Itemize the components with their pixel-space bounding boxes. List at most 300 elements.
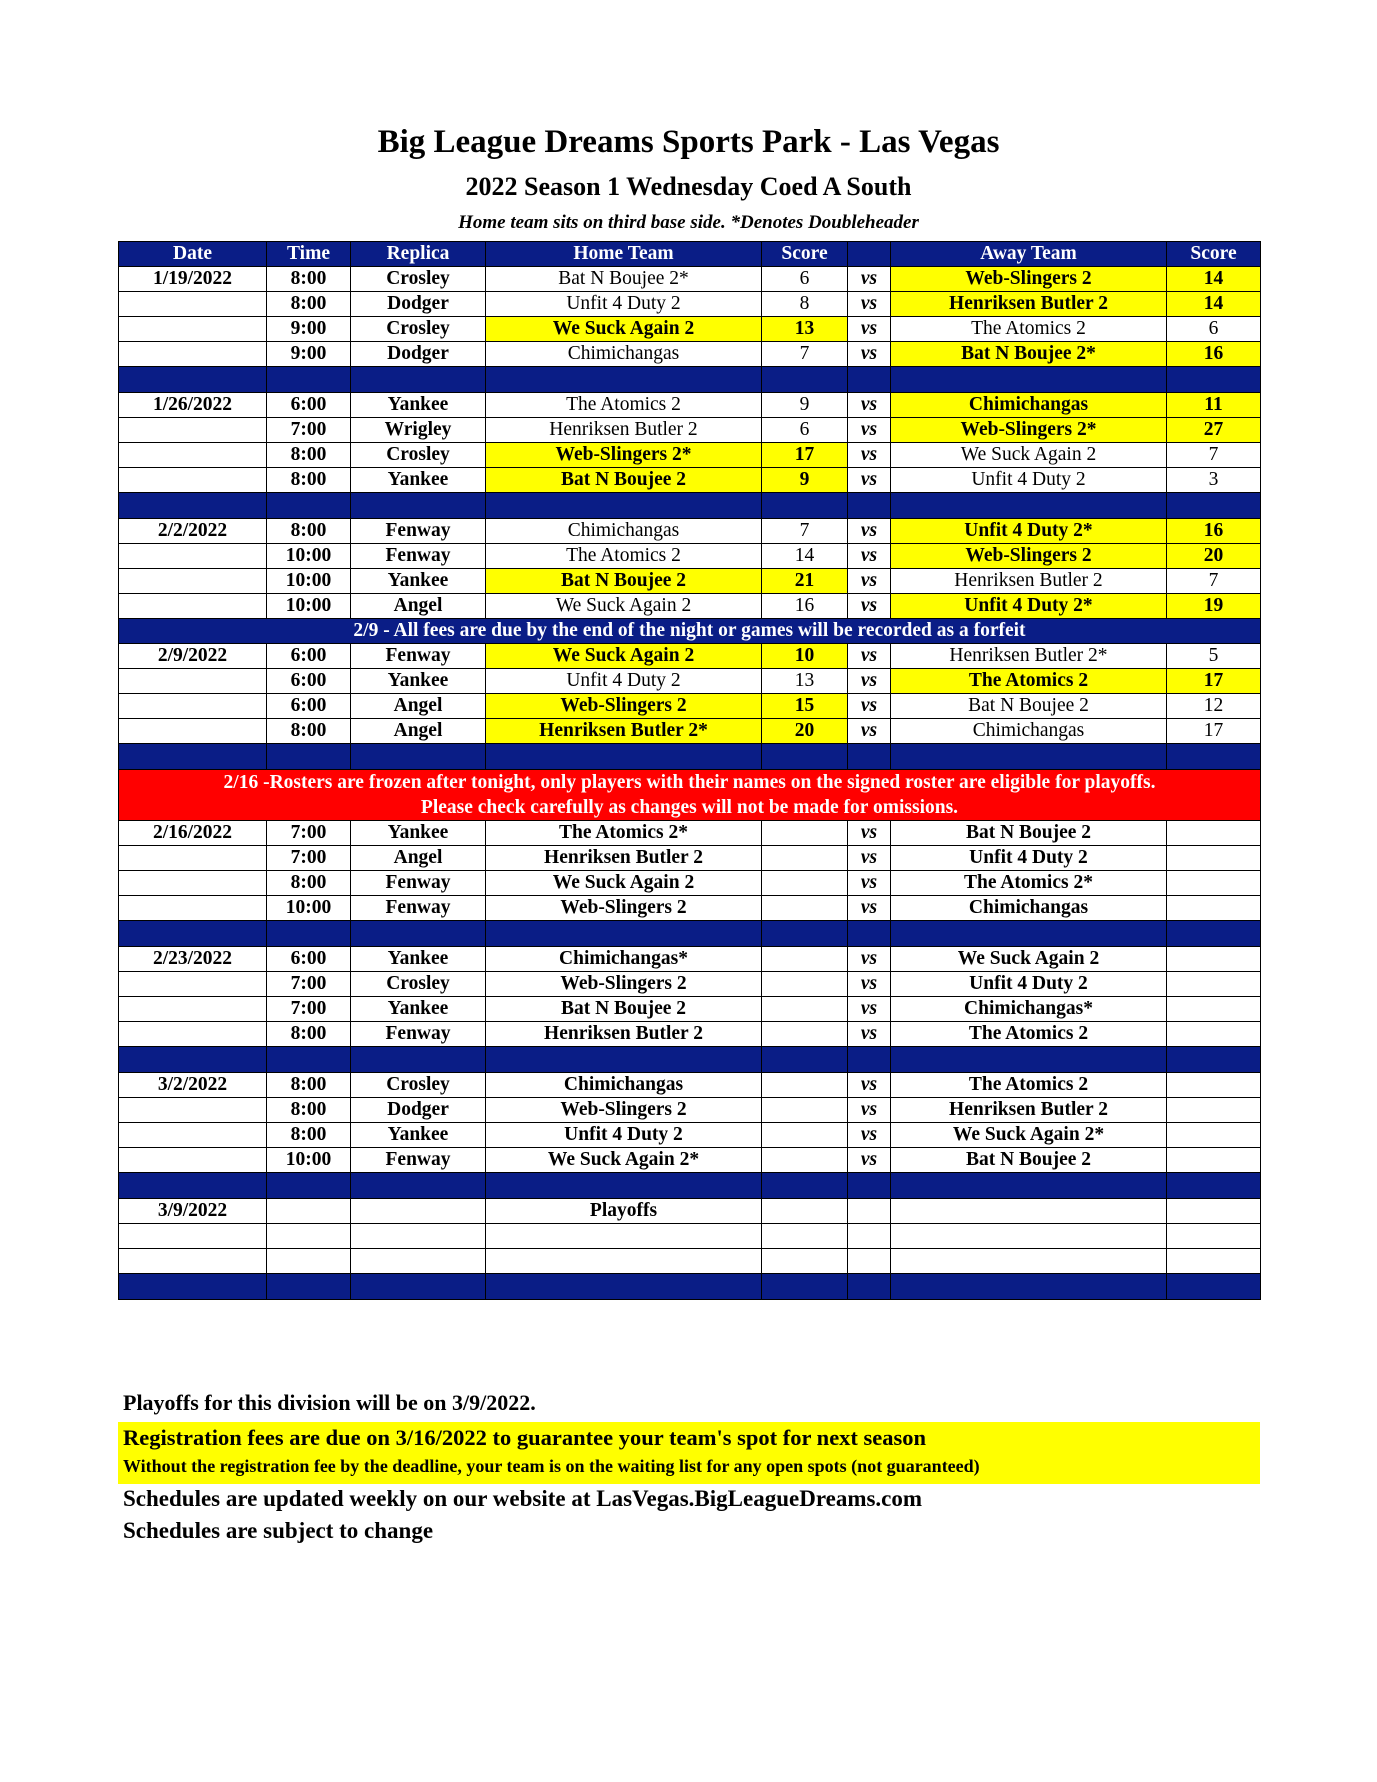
separator-cell xyxy=(848,921,891,947)
home-score: 21 xyxy=(762,569,848,594)
separator-cell xyxy=(119,921,267,947)
game-time: 8:00 xyxy=(267,468,351,493)
separator-cell xyxy=(891,1173,1167,1199)
home-team: The Atomics 2 xyxy=(486,393,762,418)
away-score xyxy=(1167,1148,1261,1173)
alert-row xyxy=(119,795,1261,821)
home-score xyxy=(762,972,848,997)
separator-cell xyxy=(351,1047,486,1073)
away-team xyxy=(891,1249,1167,1274)
home-score: 17 xyxy=(762,443,848,468)
notice-banner-text: 2/9 - All fees are due by the end of the night or games will be recorded as a forfeit xyxy=(119,619,1261,644)
away-team: Henriksen Butler 2 xyxy=(891,292,1167,317)
home-score xyxy=(762,1249,848,1274)
separator-cell xyxy=(1167,1047,1261,1073)
game-row xyxy=(119,418,1261,443)
game-field: Wrigley xyxy=(351,418,486,443)
home-score xyxy=(762,1224,848,1249)
home-team: Web-Slingers 2 xyxy=(486,694,762,719)
away-team: Web-Slingers 2* xyxy=(891,418,1167,443)
away-score: 17 xyxy=(1167,719,1261,744)
home-team: Bat N Boujee 2* xyxy=(486,267,762,292)
game-field: Angel xyxy=(351,846,486,871)
separator-cell xyxy=(762,493,848,519)
game-time: 8:00 xyxy=(267,719,351,744)
game-date: 2/9/2022 xyxy=(119,644,267,669)
col-vs xyxy=(848,242,891,267)
away-score: 6 xyxy=(1167,317,1261,342)
away-score xyxy=(1167,1199,1261,1224)
vs-label: vs xyxy=(848,719,891,744)
game-time: 6:00 xyxy=(267,644,351,669)
home-score xyxy=(762,1199,848,1224)
game-date xyxy=(119,342,267,367)
game-row xyxy=(119,644,1261,669)
away-team xyxy=(891,1224,1167,1249)
separator-cell xyxy=(119,493,267,519)
home-score xyxy=(762,846,848,871)
home-score: 13 xyxy=(762,669,848,694)
vs-label xyxy=(848,1224,891,1249)
separator-cell xyxy=(119,1173,267,1199)
home-team: We Suck Again 2* xyxy=(486,1148,762,1173)
game-field: Fenway xyxy=(351,1022,486,1047)
vs-label: vs xyxy=(848,594,891,619)
alert-text: 2/16 -Rosters are frozen after tonight, only players with their names on the signed roster are eligible for playoffs. xyxy=(119,770,1261,796)
game-time: 10:00 xyxy=(267,1148,351,1173)
game-time: 8:00 xyxy=(267,1022,351,1047)
game-time xyxy=(267,1249,351,1274)
game-row xyxy=(119,1148,1261,1173)
game-field: Dodger xyxy=(351,342,486,367)
separator-cell xyxy=(1167,744,1261,770)
home-score: 20 xyxy=(762,719,848,744)
game-date: 2/2/2022 xyxy=(119,519,267,544)
home-team: Web-Slingers 2 xyxy=(486,1098,762,1123)
game-row xyxy=(119,846,1261,871)
vs-label: vs xyxy=(848,644,891,669)
game-field: Angel xyxy=(351,719,486,744)
away-score xyxy=(1167,1073,1261,1098)
header-row xyxy=(119,242,1261,267)
vs-label: vs xyxy=(848,846,891,871)
game-date: 3/2/2022 xyxy=(119,1073,267,1098)
away-score xyxy=(1167,846,1261,871)
away-team: Bat N Boujee 2 xyxy=(891,821,1167,846)
website-note: Schedules are updated weekly on our website at LasVegas.BigLeagueDreams.com xyxy=(123,1486,923,1511)
home-team xyxy=(486,1249,762,1274)
home-score xyxy=(762,1098,848,1123)
away-score: 27 xyxy=(1167,418,1261,443)
page-title: Big League Dreams Sports Park - Las Vegas xyxy=(377,124,1000,160)
game-date xyxy=(119,669,267,694)
separator-cell xyxy=(848,493,891,519)
vs-label xyxy=(848,1249,891,1274)
game-date xyxy=(119,443,267,468)
separator-cell xyxy=(762,921,848,947)
game-row xyxy=(119,1199,1261,1224)
col-time: Time xyxy=(267,242,351,267)
game-row xyxy=(119,569,1261,594)
game-date xyxy=(119,694,267,719)
home-team: Bat N Boujee 2 xyxy=(486,468,762,493)
game-row xyxy=(119,997,1261,1022)
vs-label: vs xyxy=(848,997,891,1022)
game-row xyxy=(119,468,1261,493)
home-team: Chimichangas* xyxy=(486,947,762,972)
away-team: Unfit 4 Duty 2* xyxy=(891,594,1167,619)
waiting-list-note: Without the registration fee by the deadline, your team is on the waiting list for any open spots (not guaranteed) xyxy=(123,1456,980,1476)
vs-label: vs xyxy=(848,443,891,468)
game-row xyxy=(119,669,1261,694)
game-time xyxy=(267,1224,351,1249)
game-row xyxy=(119,694,1261,719)
vs-label: vs xyxy=(848,468,891,493)
game-date xyxy=(119,1148,267,1173)
separator-cell xyxy=(891,493,1167,519)
home-team: The Atomics 2* xyxy=(486,821,762,846)
vs-label: vs xyxy=(848,1073,891,1098)
game-field xyxy=(351,1199,486,1224)
game-time: 8:00 xyxy=(267,443,351,468)
home-score: 9 xyxy=(762,393,848,418)
home-team: Henriksen Butler 2* xyxy=(486,719,762,744)
away-team: Bat N Boujee 2 xyxy=(891,694,1167,719)
away-team: Chimichangas* xyxy=(891,997,1167,1022)
away-team: Bat N Boujee 2* xyxy=(891,342,1167,367)
separator-cell xyxy=(1167,1274,1261,1300)
game-date xyxy=(119,317,267,342)
home-score: 14 xyxy=(762,544,848,569)
separator-cell xyxy=(486,367,762,393)
home-team: Bat N Boujee 2 xyxy=(486,569,762,594)
separator-cell xyxy=(486,1274,762,1300)
away-score: 20 xyxy=(1167,544,1261,569)
separator-cell xyxy=(762,1173,848,1199)
game-time: 8:00 xyxy=(267,1098,351,1123)
away-score xyxy=(1167,947,1261,972)
home-team: Unfit 4 Duty 2 xyxy=(486,669,762,694)
vs-label xyxy=(848,1199,891,1224)
game-row xyxy=(119,1098,1261,1123)
home-score xyxy=(762,1022,848,1047)
separator-cell xyxy=(119,744,267,770)
separator-cell xyxy=(762,744,848,770)
game-time: 8:00 xyxy=(267,519,351,544)
away-team: Henriksen Butler 2 xyxy=(891,1098,1167,1123)
home-score: 13 xyxy=(762,317,848,342)
separator-cell xyxy=(267,1173,351,1199)
game-date xyxy=(119,1123,267,1148)
game-row xyxy=(119,821,1261,846)
vs-label: vs xyxy=(848,1022,891,1047)
away-score: 16 xyxy=(1167,519,1261,544)
away-score xyxy=(1167,997,1261,1022)
separator-cell xyxy=(119,367,267,393)
separator-cell xyxy=(351,744,486,770)
away-team xyxy=(891,1199,1167,1224)
separator-cell xyxy=(848,1047,891,1073)
home-team: The Atomics 2 xyxy=(486,544,762,569)
home-team: We Suck Again 2 xyxy=(486,644,762,669)
separator-cell xyxy=(486,493,762,519)
game-field: Angel xyxy=(351,694,486,719)
away-score xyxy=(1167,871,1261,896)
home-team: We Suck Again 2 xyxy=(486,594,762,619)
separator-row xyxy=(119,367,1261,393)
vs-label: vs xyxy=(848,669,891,694)
game-time: 8:00 xyxy=(267,267,351,292)
playoffs-note: Playoffs for this division will be on 3/9/2022. xyxy=(123,1390,536,1415)
game-time: 10:00 xyxy=(267,569,351,594)
separator-cell xyxy=(848,744,891,770)
game-time: 10:00 xyxy=(267,544,351,569)
page-subtitle: 2022 Season 1 Wednesday Coed A South xyxy=(465,172,912,201)
game-date xyxy=(119,292,267,317)
game-row xyxy=(119,1022,1261,1047)
home-team: Playoffs xyxy=(486,1199,762,1224)
game-date xyxy=(119,1224,267,1249)
game-time: 9:00 xyxy=(267,342,351,367)
home-score: 9 xyxy=(762,468,848,493)
game-row xyxy=(119,1224,1261,1249)
game-date: 1/26/2022 xyxy=(119,393,267,418)
home-score: 6 xyxy=(762,267,848,292)
game-date xyxy=(119,1249,267,1274)
game-field: Yankee xyxy=(351,997,486,1022)
vs-label: vs xyxy=(848,821,891,846)
home-score: 10 xyxy=(762,644,848,669)
game-field: Fenway xyxy=(351,896,486,921)
away-team: Chimichangas xyxy=(891,719,1167,744)
separator-row xyxy=(119,493,1261,519)
home-team: Henriksen Butler 2 xyxy=(486,846,762,871)
away-score: 3 xyxy=(1167,468,1261,493)
vs-label: vs xyxy=(848,972,891,997)
away-team: Chimichangas xyxy=(891,393,1167,418)
game-row xyxy=(119,1123,1261,1148)
home-team: We Suck Again 2 xyxy=(486,871,762,896)
separator-cell xyxy=(891,744,1167,770)
home-team: Web-Slingers 2 xyxy=(486,896,762,921)
vs-label: vs xyxy=(848,947,891,972)
away-team: We Suck Again 2 xyxy=(891,947,1167,972)
separator-row xyxy=(119,921,1261,947)
game-row xyxy=(119,342,1261,367)
game-time: 6:00 xyxy=(267,669,351,694)
game-row xyxy=(119,972,1261,997)
game-date xyxy=(119,871,267,896)
game-row xyxy=(119,871,1261,896)
game-date: 2/16/2022 xyxy=(119,821,267,846)
game-row xyxy=(119,896,1261,921)
away-score xyxy=(1167,821,1261,846)
home-score xyxy=(762,1148,848,1173)
home-score xyxy=(762,997,848,1022)
game-date xyxy=(119,594,267,619)
game-date: 3/9/2022 xyxy=(119,1199,267,1224)
game-field: Yankee xyxy=(351,669,486,694)
away-team: Unfit 4 Duty 2 xyxy=(891,846,1167,871)
game-row xyxy=(119,393,1261,418)
game-time: 6:00 xyxy=(267,694,351,719)
away-score: 19 xyxy=(1167,594,1261,619)
vs-label: vs xyxy=(848,569,891,594)
col-away-team: Away Team xyxy=(891,242,1167,267)
game-field: Yankee xyxy=(351,393,486,418)
separator-cell xyxy=(267,493,351,519)
game-field: Crosley xyxy=(351,1073,486,1098)
game-time: 10:00 xyxy=(267,896,351,921)
separator-cell xyxy=(486,744,762,770)
game-date xyxy=(119,544,267,569)
game-time: 6:00 xyxy=(267,393,351,418)
separator-cell xyxy=(486,1173,762,1199)
game-field: Dodger xyxy=(351,292,486,317)
separator-cell xyxy=(351,493,486,519)
game-row xyxy=(119,1073,1261,1098)
game-field: Dodger xyxy=(351,1098,486,1123)
vs-label: vs xyxy=(848,292,891,317)
game-field: Yankee xyxy=(351,468,486,493)
game-row xyxy=(119,519,1261,544)
game-field: Fenway xyxy=(351,871,486,896)
separator-cell xyxy=(762,367,848,393)
vs-label: vs xyxy=(848,694,891,719)
vs-label: vs xyxy=(848,342,891,367)
away-team: We Suck Again 2* xyxy=(891,1123,1167,1148)
notice-banner-row xyxy=(119,619,1261,644)
schedule-table xyxy=(118,241,1261,1300)
separator-cell xyxy=(267,1047,351,1073)
vs-label: vs xyxy=(848,393,891,418)
away-score xyxy=(1167,972,1261,997)
away-team: Unfit 4 Duty 2* xyxy=(891,519,1167,544)
game-row xyxy=(119,719,1261,744)
vs-label: vs xyxy=(848,544,891,569)
separator-cell xyxy=(351,1274,486,1300)
vs-label: vs xyxy=(848,1098,891,1123)
separator-row xyxy=(119,1047,1261,1073)
col-home-score: Score xyxy=(762,242,848,267)
away-team: The Atomics 2 xyxy=(891,1073,1167,1098)
home-score xyxy=(762,871,848,896)
separator-cell xyxy=(891,1274,1167,1300)
game-row xyxy=(119,544,1261,569)
away-team: Bat N Boujee 2 xyxy=(891,1148,1167,1173)
home-score xyxy=(762,947,848,972)
separator-cell xyxy=(848,1274,891,1300)
game-time: 10:00 xyxy=(267,594,351,619)
home-team: Web-Slingers 2* xyxy=(486,443,762,468)
vs-label: vs xyxy=(848,871,891,896)
home-score xyxy=(762,896,848,921)
away-score xyxy=(1167,896,1261,921)
alert-row xyxy=(119,770,1261,796)
game-field: Fenway xyxy=(351,644,486,669)
home-team: Web-Slingers 2 xyxy=(486,972,762,997)
separator-cell xyxy=(267,744,351,770)
game-time: 8:00 xyxy=(267,1073,351,1098)
separator-cell xyxy=(762,1274,848,1300)
game-date xyxy=(119,997,267,1022)
schedule-body xyxy=(119,267,1261,1300)
away-team: Henriksen Butler 2* xyxy=(891,644,1167,669)
away-team: Web-Slingers 2 xyxy=(891,544,1167,569)
separator-cell xyxy=(1167,367,1261,393)
home-score: 6 xyxy=(762,418,848,443)
away-score: 7 xyxy=(1167,569,1261,594)
game-time: 8:00 xyxy=(267,292,351,317)
separator-cell xyxy=(848,1173,891,1199)
game-time: 7:00 xyxy=(267,418,351,443)
separator-cell xyxy=(119,1047,267,1073)
game-time: 7:00 xyxy=(267,972,351,997)
home-team: Henriksen Butler 2 xyxy=(486,418,762,443)
game-row xyxy=(119,443,1261,468)
home-team: Chimichangas xyxy=(486,519,762,544)
game-field: Fenway xyxy=(351,519,486,544)
game-date xyxy=(119,468,267,493)
separator-cell xyxy=(486,1047,762,1073)
game-time xyxy=(267,1199,351,1224)
game-field xyxy=(351,1249,486,1274)
home-team: Unfit 4 Duty 2 xyxy=(486,292,762,317)
home-score: 7 xyxy=(762,519,848,544)
game-row xyxy=(119,267,1261,292)
col-away-score: Score xyxy=(1167,242,1261,267)
away-team: We Suck Again 2 xyxy=(891,443,1167,468)
away-score xyxy=(1167,1123,1261,1148)
game-field: Crosley xyxy=(351,972,486,997)
game-time: 7:00 xyxy=(267,997,351,1022)
home-team: We Suck Again 2 xyxy=(486,317,762,342)
game-row xyxy=(119,1249,1261,1274)
vs-label: vs xyxy=(848,1123,891,1148)
registration-note: Registration fees are due on 3/16/2022 to guarantee your team's spot for next season xyxy=(123,1425,927,1450)
away-score: 7 xyxy=(1167,443,1261,468)
game-row xyxy=(119,292,1261,317)
vs-label: vs xyxy=(848,519,891,544)
away-team: Unfit 4 Duty 2 xyxy=(891,972,1167,997)
vs-label: vs xyxy=(848,1148,891,1173)
col-home-team: Home Team xyxy=(486,242,762,267)
game-row xyxy=(119,594,1261,619)
game-date xyxy=(119,1098,267,1123)
game-time: 6:00 xyxy=(267,947,351,972)
vs-label: vs xyxy=(848,317,891,342)
alert-text: Please check carefully as changes will not be made for omissions. xyxy=(119,795,1261,821)
home-team: Henriksen Butler 2 xyxy=(486,1022,762,1047)
game-time: 7:00 xyxy=(267,821,351,846)
away-team: The Atomics 2* xyxy=(891,871,1167,896)
away-score xyxy=(1167,1249,1261,1274)
separator-cell xyxy=(267,921,351,947)
separator-cell xyxy=(267,367,351,393)
game-date xyxy=(119,719,267,744)
game-date xyxy=(119,846,267,871)
home-team-note: Home team sits on third base side. *Denotes Doubleheader xyxy=(458,212,919,233)
away-team: The Atomics 2 xyxy=(891,669,1167,694)
game-time: 7:00 xyxy=(267,846,351,871)
separator-cell xyxy=(486,921,762,947)
away-score: 5 xyxy=(1167,644,1261,669)
separator-cell xyxy=(351,1173,486,1199)
game-field: Angel xyxy=(351,594,486,619)
separator-cell xyxy=(891,367,1167,393)
game-field: Crosley xyxy=(351,267,486,292)
separator-cell xyxy=(1167,1173,1261,1199)
